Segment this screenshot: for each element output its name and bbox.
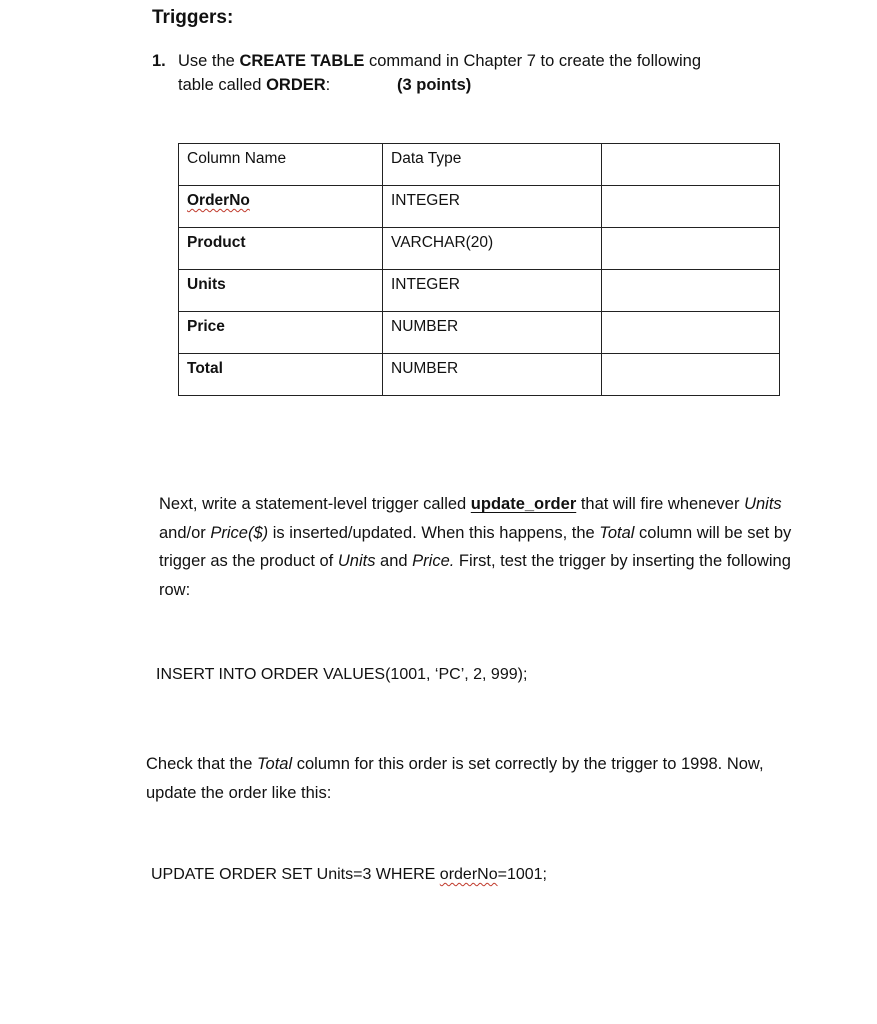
check-text: column for this order is set correctly by the trigger to 1998. Now, update the order like this: (146, 755, 764, 802)
table-header-row (179, 144, 780, 186)
row-name-cell: Product (179, 228, 383, 270)
points-label: (3 points) (397, 76, 472, 94)
row-extra-cell (602, 270, 780, 312)
units-term: Units (337, 552, 376, 570)
para-text: First, test the trigger by inserting the following row: (159, 552, 791, 599)
question-line-1 (178, 52, 701, 71)
units-term: Units (744, 495, 782, 513)
header-data-type: Data Type (383, 144, 602, 186)
update-text: UPDATE ORDER SET Units=3 WHERE (151, 866, 440, 883)
row-extra-cell (602, 186, 780, 228)
row-type-cell: NUMBER (383, 354, 602, 396)
table-row (179, 228, 780, 270)
row-name-cell: Total (179, 354, 383, 396)
column-name: OrderNo (187, 192, 250, 209)
header-column-name: Column Name (179, 144, 383, 186)
trigger-instructions (159, 490, 799, 604)
para-text: is inserted/updated. When this happens, the (268, 523, 600, 542)
para-text: Next, write a statement-level trigger called (159, 495, 471, 513)
check-instructions (146, 750, 786, 807)
row-name-cell (179, 186, 383, 228)
total-term: Total (599, 523, 635, 542)
row-type-cell: INTEGER (383, 270, 602, 312)
row-extra-cell (602, 354, 780, 396)
row-name-cell: Price (179, 312, 383, 354)
update-text: =1001; (497, 866, 547, 883)
price-term: Price. (412, 552, 455, 570)
check-text: Check that the (146, 755, 257, 773)
row-extra-cell (602, 312, 780, 354)
order-no-term: orderNo (439, 866, 498, 883)
question-line-1-post: command in Chapter 7 to create the following (364, 52, 702, 70)
insert-statement: INSERT INTO ORDER VALUES(1001, ‘PC’, 2, 999); (156, 666, 528, 683)
total-term: Total (256, 755, 293, 773)
question-line-2 (178, 76, 330, 95)
question-line-1-pre: Use the (178, 52, 240, 70)
table-row (179, 312, 780, 354)
page-heading: Triggers: (152, 7, 234, 28)
question-number: 1. (152, 52, 166, 70)
row-extra-cell (602, 228, 780, 270)
order-keyword: ORDER (266, 76, 326, 94)
question-line-2-post: : (325, 76, 331, 94)
table-row (179, 270, 780, 312)
para-text: and (375, 552, 413, 570)
header-extra (602, 144, 780, 186)
create-table-keyword: CREATE TABLE (239, 52, 365, 70)
para-text: column will be set by trigger as the product of (159, 523, 792, 570)
trigger-name: update_order (470, 495, 577, 513)
table-row (179, 186, 780, 228)
price-term: Price($) (210, 523, 269, 542)
order-table (178, 143, 780, 396)
para-text: and/or (159, 523, 211, 542)
row-type-cell: VARCHAR(20) (383, 228, 602, 270)
table-row (179, 354, 780, 396)
update-statement (151, 866, 547, 884)
para-text: that will fire whenever (576, 495, 745, 513)
row-type-cell: NUMBER (383, 312, 602, 354)
row-type-cell: INTEGER (383, 186, 602, 228)
row-name-cell: Units (179, 270, 383, 312)
question-line-2-pre: table called (178, 76, 267, 94)
